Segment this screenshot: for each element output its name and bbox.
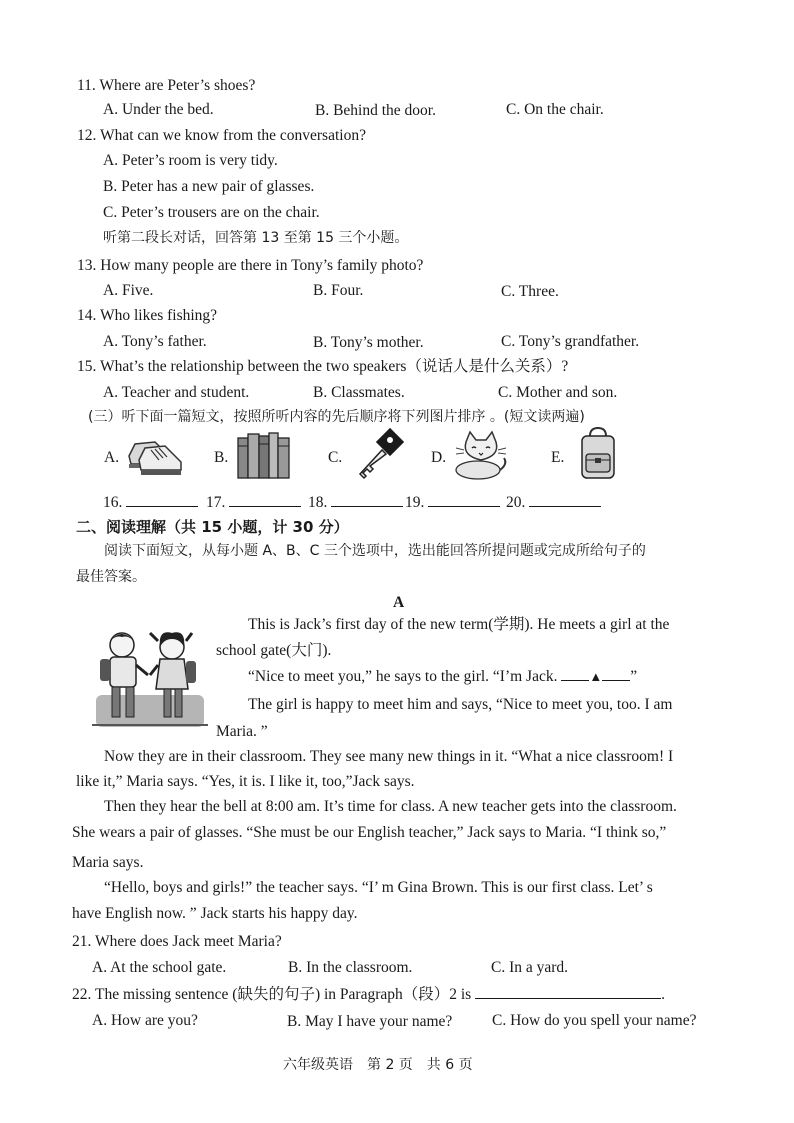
passage-line-2: school gate(大门).	[216, 642, 332, 659]
q11-option-b: B. Behind the door.	[315, 102, 436, 119]
q14-stem: 14. Who likes fishing?	[77, 307, 218, 324]
answer-blank-18-label: 18.	[308, 494, 328, 511]
answer-blank-20[interactable]	[506, 492, 601, 513]
passage-line-8: Then they hear the bell at 8:00 am. It’s time for class. A new teacher gets into the classroom.	[104, 798, 677, 815]
answer-blank-16-label: 16.	[103, 494, 123, 511]
q12-stem: 12. What can we know from the conversation?	[77, 127, 366, 144]
shoes-icon	[125, 430, 185, 480]
picture-label-b: B.	[214, 449, 229, 466]
listening-part3-instruction: (三）听下面一篇短文，按照所听内容的先后顺序将下列图片排序 。(短文读两遍)	[88, 409, 585, 425]
picture-label-c: C.	[328, 449, 343, 466]
missing-sentence-marker: ▲	[589, 669, 603, 684]
books-icon	[236, 430, 292, 480]
answer-blank-20-label: 20.	[506, 494, 526, 511]
answer-blank-17[interactable]	[206, 492, 301, 513]
passage-line-5: Maria. ”	[216, 723, 268, 740]
q14-option-a: A. Tony’s father.	[103, 333, 207, 350]
picture-label-d: D.	[431, 449, 447, 466]
passage-line-11: “Hello, boys and girls!” the teacher says. “I’ m Gina Brown. This is our first class. Let’ s	[104, 879, 653, 896]
picture-label-e: E.	[551, 449, 565, 466]
answer-blank-20-line[interactable]	[529, 492, 601, 507]
q11-stem: 11. Where are Peter’s shoes?	[77, 77, 256, 94]
listening-part2-instruction: 听第二段长对话，回答第 13 至第 15 三个小题。	[103, 230, 409, 246]
answer-blank-19-line[interactable]	[428, 492, 500, 507]
passage-label: A	[393, 594, 405, 611]
cat-icon	[452, 430, 510, 482]
q13-option-b: B. Four.	[313, 282, 364, 299]
passage-line-4: The girl is happy to meet him and says, “Nice to meet you, too. I am	[248, 696, 673, 713]
answer-blank-17-line[interactable]	[229, 492, 301, 507]
page-footer: 六年级英语 第 2 页 共 6 页	[283, 1057, 473, 1073]
q22-option-b: B. May I have your name?	[287, 1013, 453, 1030]
reading-section-title: 二、阅读理解（共 15 小题，计 30 分）	[76, 518, 349, 536]
passage-line-12: have English now. ” Jack starts his happy day.	[72, 905, 358, 922]
q21-option-c: C. In a yard.	[491, 959, 569, 976]
q13-option-c: C. Three.	[501, 283, 559, 300]
q11-option-c: C. On the chair.	[506, 101, 604, 118]
missing-sentence-blank-right	[602, 666, 630, 681]
q15-stem: 15. What’s the relationship between the two speakers（说话人是什么关系）?	[77, 358, 569, 375]
passage-line-7: like it,” Maria says. “Yes, it is. I like it, too,”Jack says.	[76, 773, 415, 790]
reading-instruction-line2: 最佳答案。	[76, 569, 146, 585]
reading-instruction-line1: 阅读下面短文，从每小题 A、B、C 三个选项中，选出能回答所提问题或完成所给句子的	[104, 543, 646, 559]
answer-blank-16[interactable]	[103, 492, 198, 513]
backpack-icon	[576, 426, 620, 482]
answer-blank-18[interactable]	[308, 492, 403, 513]
answer-blank-16-line[interactable]	[126, 492, 198, 507]
answer-blank-17-label: 17.	[206, 494, 226, 511]
q12-option-c: C. Peter’s trousers are on the chair.	[103, 204, 320, 221]
answer-blank-18-line[interactable]	[331, 492, 403, 507]
passage-line-10: Maria says.	[72, 854, 144, 871]
q12-option-a: A. Peter’s room is very tidy.	[103, 152, 278, 169]
q15-option-a: A. Teacher and student.	[103, 384, 250, 401]
picture-label-a: A.	[104, 449, 120, 466]
q22-option-a: A. How are you?	[92, 1012, 198, 1029]
jack-and-maria-illustration	[88, 625, 212, 733]
q22-stem-end: .	[661, 986, 665, 1003]
q14-option-b: B. Tony’s mother.	[313, 334, 424, 351]
answer-blank-19[interactable]	[405, 492, 500, 513]
q22-stem	[72, 984, 665, 1005]
answer-blank-19-label: 19.	[405, 494, 425, 511]
passage-line-3	[248, 666, 637, 687]
key-icon	[352, 428, 406, 482]
q22-answer-blank[interactable]	[475, 984, 661, 999]
q11-option-a: A. Under the bed.	[103, 101, 214, 118]
passage-line-3-text: “Nice to meet you,” he says to the girl. “I’m Jack.	[248, 668, 558, 685]
q12-option-b: B. Peter has a new pair of glasses.	[103, 178, 315, 195]
q22-stem-text: 22. The missing sentence (缺失的句子) in Paragraph（段）2 is	[72, 986, 472, 1003]
q14-option-c: C. Tony’s grandfather.	[501, 333, 640, 350]
missing-sentence-blank-left	[561, 666, 589, 681]
q15-option-c: C. Mother and son.	[498, 384, 618, 401]
q21-option-b: B. In the classroom.	[288, 959, 413, 976]
q13-option-a: A. Five.	[103, 282, 154, 299]
passage-line-6: Now they are in their classroom. They see many new things in it. “What a nice classroom! I	[104, 748, 674, 765]
q13-stem: 13. How many people are there in Tony’s family photo?	[77, 257, 424, 274]
passage-line-3-close-quote: ”	[630, 668, 638, 685]
q21-option-a: A. At the school gate.	[92, 959, 227, 976]
q21-stem: 21. Where does Jack meet Maria?	[72, 933, 282, 950]
q22-option-c: C. How do you spell your name?	[492, 1012, 697, 1029]
passage-line-1: This is Jack’s first day of the new term(学期). He meets a girl at the	[248, 616, 670, 633]
q15-option-b: B. Classmates.	[313, 384, 405, 401]
passage-line-9: She wears a pair of glasses. “She must be our English teacher,” Jack says to Maria. “I think so,”	[72, 824, 667, 841]
